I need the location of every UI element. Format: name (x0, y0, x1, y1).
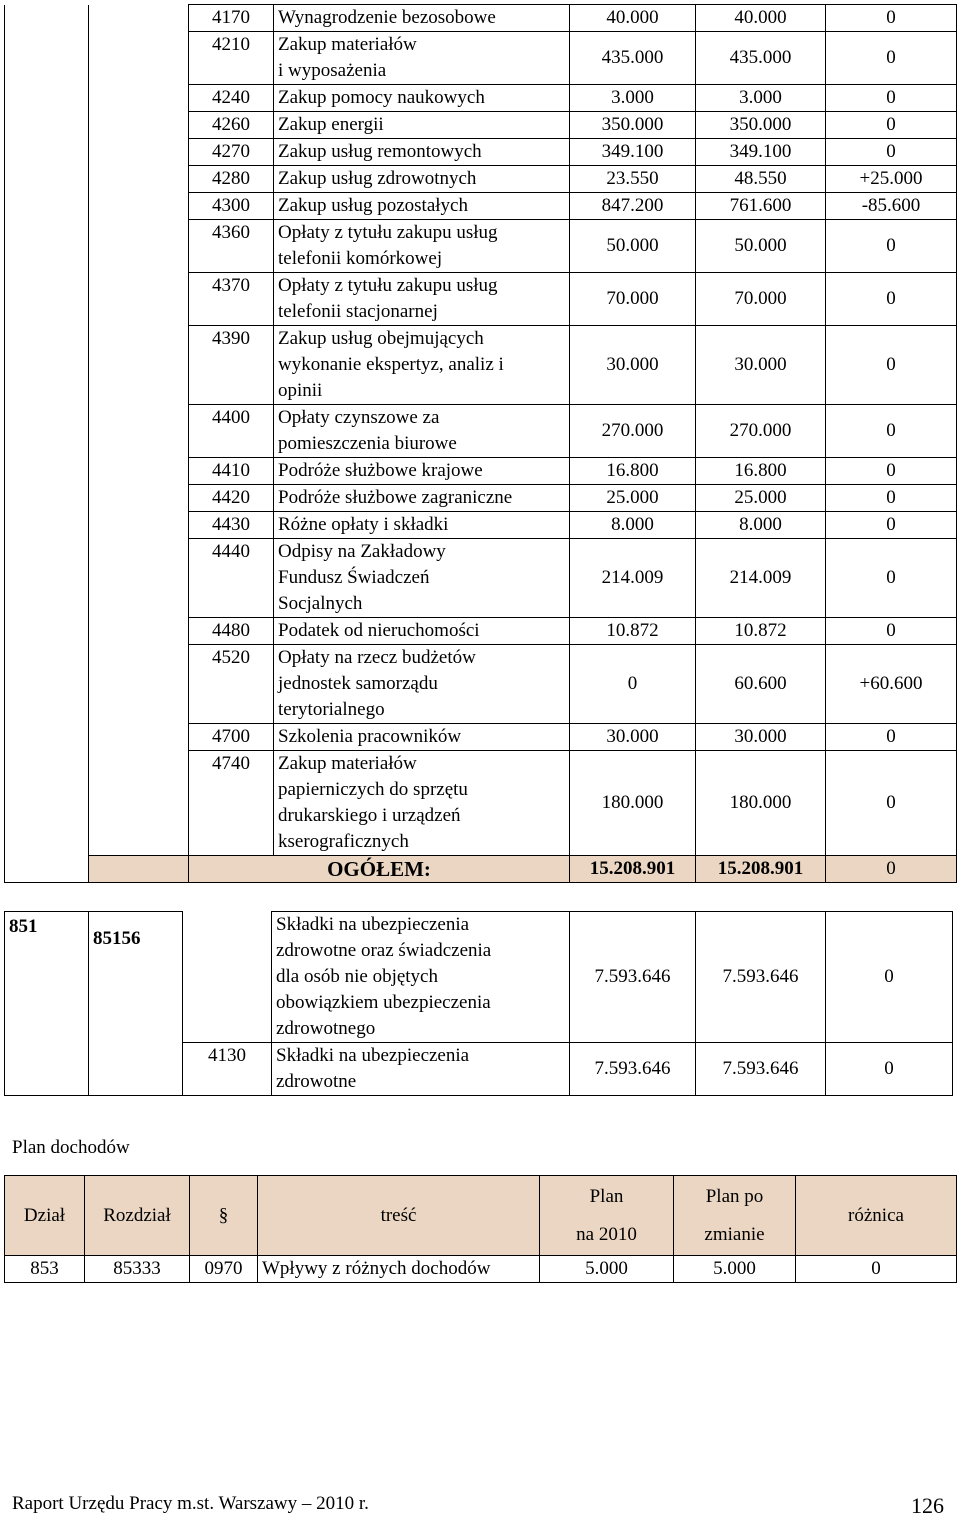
header-diff: różnica (796, 1176, 957, 1256)
row-diff: 0 (826, 512, 957, 539)
paragraph-code: 4210 (189, 32, 274, 85)
row-plan: 350.000 (570, 112, 696, 139)
rozdzial-cell (89, 5, 189, 856)
row-plan: 180.000 (570, 751, 696, 856)
row-name: Zakup usług remontowych (274, 139, 570, 166)
header-plan: Plan na 2010 (540, 1176, 674, 1256)
row-diff: 0 (826, 220, 957, 273)
paragraph-code: 4400 (189, 405, 274, 458)
income-tresc: Wpływy z różnych dochodów (258, 1256, 540, 1283)
row-diff: +60.600 (826, 645, 957, 724)
row-name: Składki na ubezpieczenia zdrowotne (272, 1043, 570, 1096)
row-plan: 7.593.646 (570, 1043, 696, 1096)
paragraph-code: 4700 (189, 724, 274, 751)
row-diff: 0 (826, 912, 953, 1043)
row-plan: 50.000 (570, 220, 696, 273)
row-plan: 70.000 (570, 273, 696, 326)
row-after: 16.800 (696, 458, 826, 485)
total-row (5, 856, 957, 883)
income-table (4, 1175, 957, 1283)
income-after: 5.000 (674, 1256, 796, 1283)
row-diff: 0 (826, 405, 957, 458)
row-name: Opłaty na rzecz budżetów jednostek samorządu terytorialnego (274, 645, 570, 724)
row-after: 60.600 (696, 645, 826, 724)
row-diff: 0 (826, 112, 957, 139)
row-diff: 0 (826, 85, 957, 112)
row-plan: 30.000 (570, 724, 696, 751)
row-diff: +25.000 (826, 166, 957, 193)
health-insurance-table (4, 911, 953, 1096)
row-diff: 0 (826, 5, 957, 32)
row-name: Opłaty czynszowe za pomieszczenia biurowe (274, 405, 570, 458)
row-plan: 3.000 (570, 85, 696, 112)
income-diff: 0 (796, 1256, 957, 1283)
paragraph-code: 4360 (189, 220, 274, 273)
paragraph-code: 4260 (189, 112, 274, 139)
row-after: 180.000 (696, 751, 826, 856)
row-plan: 8.000 (570, 512, 696, 539)
row-diff: 0 (826, 32, 957, 85)
row-name: Zakup materiałów papierniczych do sprzętu drukarskiego i urządzeń kserograficznych (274, 751, 570, 856)
row-diff: 0 (826, 485, 957, 512)
row-after: 40.000 (696, 5, 826, 32)
row-plan: 435.000 (570, 32, 696, 85)
page-number: 126 (911, 1493, 944, 1518)
paragraph-code: 4440 (189, 539, 274, 618)
row-plan: 16.800 (570, 458, 696, 485)
row-after: 10.872 (696, 618, 826, 645)
paragraph-cell (183, 912, 272, 1043)
income-plan: 5.000 (540, 1256, 674, 1283)
row-after: 761.600 (696, 193, 826, 220)
row-after: 48.550 (696, 166, 826, 193)
row-after: 435.000 (696, 32, 826, 85)
paragraph-code: 4270 (189, 139, 274, 166)
row-after: 70.000 (696, 273, 826, 326)
row-name: Podróże służbowe krajowe (274, 458, 570, 485)
row-after: 350.000 (696, 112, 826, 139)
row-plan: 349.100 (570, 139, 696, 166)
header-rozdzial: Rozdział (85, 1176, 190, 1256)
row-name: Podróże służbowe zagraniczne (274, 485, 570, 512)
row-diff: 0 (826, 458, 957, 485)
row-after: 3.000 (696, 85, 826, 112)
header-tresc: treść (258, 1176, 540, 1256)
row-after: 7.593.646 (696, 1043, 826, 1096)
paragraph-code: 4480 (189, 618, 274, 645)
header-dzial: Dział (5, 1176, 85, 1256)
row-diff: 0 (826, 326, 957, 405)
row-diff: 0 (826, 273, 957, 326)
row-diff: 0 (826, 724, 957, 751)
paragraph-code: 4420 (189, 485, 274, 512)
paragraph-code: 4520 (189, 645, 274, 724)
row-plan: 847.200 (570, 193, 696, 220)
header-paragraph: § (190, 1176, 258, 1256)
dzial-cell (5, 5, 89, 883)
income-plan-title: Plan dochodów (12, 1137, 130, 1158)
row-name: Opłaty z tytułu zakupu usług telefonii komórkowej (274, 220, 570, 273)
row-plan: 30.000 (570, 326, 696, 405)
row-after: 50.000 (696, 220, 826, 273)
row-diff: 0 (826, 1043, 953, 1096)
total-plan: 15.208.901 (570, 856, 696, 883)
row-diff: 0 (826, 539, 957, 618)
total-label: OGÓŁEM: (189, 856, 570, 883)
row-diff: 0 (826, 618, 957, 645)
row-plan: 23.550 (570, 166, 696, 193)
paragraph-code: 4300 (189, 193, 274, 220)
row-after: 30.000 (696, 326, 826, 405)
row-after: 25.000 (696, 485, 826, 512)
row-name: Odpisy na Zakładowy Fundusz Świadczeń Socjalnych (274, 539, 570, 618)
row-plan: 7.593.646 (570, 912, 696, 1043)
paragraph-code: 4280 (189, 166, 274, 193)
total-after: 15.208.901 (696, 856, 826, 883)
paragraph-code: 4410 (189, 458, 274, 485)
paragraph-cell: 4130 (183, 1043, 272, 1096)
row-plan: 40.000 (570, 5, 696, 32)
row-name: Szkolenia pracowników (274, 724, 570, 751)
header-plan-after: Plan po zmianie (674, 1176, 796, 1256)
paragraph-code: 4390 (189, 326, 274, 405)
row-after: 214.009 (696, 539, 826, 618)
row-name: Różne opłaty i składki (274, 512, 570, 539)
row-name: Opłaty z tytułu zakupu usług telefonii stacjonarnej (274, 273, 570, 326)
row-name: Podatek od nieruchomości (274, 618, 570, 645)
expenses-table (4, 4, 957, 883)
total-spacer (89, 856, 189, 883)
row-diff: -85.600 (826, 193, 957, 220)
rozdzial-cell: 85156 (89, 912, 183, 1096)
row-name: Zakup materiałów i wyposażenia (274, 32, 570, 85)
row-name: Wynagrodzenie bezosobowe (274, 5, 570, 32)
footer-text: Raport Urzędu Pracy m.st. Warszawy – 2010 r. (12, 1493, 369, 1514)
income-dzial: 853 (5, 1256, 85, 1283)
table-row (5, 5, 957, 32)
paragraph-code: 4370 (189, 273, 274, 326)
row-plan: 270.000 (570, 405, 696, 458)
row-plan: 214.009 (570, 539, 696, 618)
row-plan: 0 (570, 645, 696, 724)
row-after: 8.000 (696, 512, 826, 539)
row-name: Zakup usług obejmujących wykonanie ekspertyz, analiz i opinii (274, 326, 570, 405)
paragraph-code: 4240 (189, 85, 274, 112)
row-plan: 25.000 (570, 485, 696, 512)
paragraph-code: 4740 (189, 751, 274, 856)
row-name: Zakup usług pozostałych (274, 193, 570, 220)
row-name: Zakup pomocy naukowych (274, 85, 570, 112)
row-name: Zakup usług zdrowotnych (274, 166, 570, 193)
row-name: Zakup energii (274, 112, 570, 139)
paragraph-code: 4430 (189, 512, 274, 539)
row-after: 30.000 (696, 724, 826, 751)
row-name: Składki na ubezpieczenia zdrowotne oraz świadczenia dla osób nie objętych obowiązkiem ubezpieczenia zdrowotnego (272, 912, 570, 1043)
row-diff: 0 (826, 139, 957, 166)
paragraph-code: 4170 (189, 5, 274, 32)
dzial-cell: 851 (5, 912, 89, 1096)
row-diff: 0 (826, 751, 957, 856)
row-after: 7.593.646 (696, 912, 826, 1043)
row-after: 349.100 (696, 139, 826, 166)
row-plan: 10.872 (570, 618, 696, 645)
income-paragraph: 0970 (190, 1256, 258, 1283)
row-after: 270.000 (696, 405, 826, 458)
total-diff: 0 (826, 856, 957, 883)
income-rozdzial: 85333 (85, 1256, 190, 1283)
